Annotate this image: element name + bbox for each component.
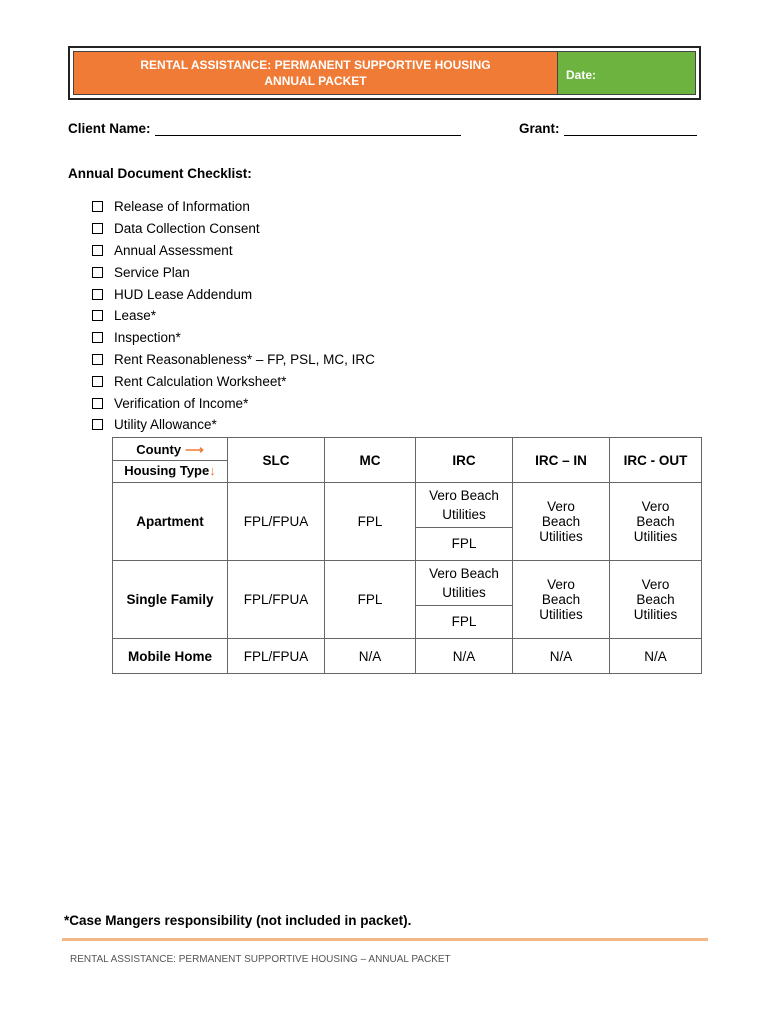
checklist-item-label: Verification of Income*: [114, 395, 249, 411]
checklist-item-label: Inspection*: [114, 330, 181, 346]
grant-label: Grant:: [519, 121, 560, 136]
col-header-mc: MC: [325, 438, 416, 483]
date-field[interactable]: [558, 52, 695, 94]
table-cell: FPL: [451, 536, 477, 551]
table-cell: N/A: [513, 639, 610, 674]
checklist-item[interactable]: [92, 327, 375, 349]
checklist-item[interactable]: [92, 218, 375, 240]
client-name-field[interactable]: [68, 121, 461, 136]
table-cell: Vero Beach Utilities: [610, 483, 702, 561]
table-row: [113, 639, 702, 674]
table-cell: Vero Beach Utilities: [610, 561, 702, 639]
col-header-irc-out: IRC - OUT: [610, 438, 702, 483]
checklist-item[interactable]: [92, 283, 375, 305]
checkbox[interactable]: [92, 223, 103, 234]
table-cell: Vero Beach Utilities: [416, 561, 512, 606]
row-label: Apartment: [113, 483, 228, 561]
checklist-title: Annual Document Checklist:: [68, 166, 252, 181]
checkbox[interactable]: [92, 398, 103, 409]
grant-field[interactable]: [519, 121, 697, 136]
checklist-item[interactable]: [92, 370, 375, 392]
checklist-item-label: Data Collection Consent: [114, 221, 260, 237]
checklist-item[interactable]: [92, 305, 375, 327]
checklist-item-label: Rent Reasonableness* – FP, PSL, MC, IRC: [114, 351, 375, 367]
utility-table: [112, 437, 702, 674]
col-header-irc-in: IRC – IN: [513, 438, 610, 483]
row-label: Mobile Home: [113, 639, 228, 674]
checkbox[interactable]: [92, 289, 103, 300]
checklist-item-label: Release of Information: [114, 199, 250, 215]
checklist-item-label: Rent Calculation Worksheet*: [114, 373, 287, 389]
checkbox[interactable]: [92, 332, 103, 343]
form-title-line1: RENTAL ASSISTANCE: PERMANENT SUPPORTIVE HOUSING: [140, 58, 491, 72]
checkbox[interactable]: [92, 376, 103, 387]
table-cell: FPL/FPUA: [228, 639, 325, 674]
arrow-right-icon: ⟶: [185, 441, 204, 457]
table-cell: N/A: [610, 639, 702, 674]
arrow-down-icon: ↓: [209, 462, 216, 478]
client-name-label: Client Name:: [68, 121, 151, 136]
table-row: [113, 561, 702, 639]
date-label: Date:: [566, 68, 597, 82]
split-cell: [416, 483, 513, 561]
col-header-irc: IRC: [416, 438, 513, 483]
corner-housing: [113, 461, 227, 481]
checklist-item-label: Service Plan: [114, 264, 190, 280]
row-label: Single Family: [113, 561, 228, 639]
footnote: *Case Mangers responsibility (not included in packet).: [64, 913, 412, 928]
housing-type-label: Housing Type: [124, 462, 210, 478]
client-name-line[interactable]: [155, 121, 461, 136]
checklist-item-label: Lease*: [114, 308, 157, 324]
checklist-item[interactable]: [92, 414, 375, 436]
table-cell: FPL: [325, 561, 416, 639]
footer-divider: [62, 938, 708, 941]
col-header-slc: SLC: [228, 438, 325, 483]
table-cell: Vero Beach Utilities: [513, 483, 610, 561]
table-row: [113, 483, 702, 561]
table-cell: Vero Beach Utilities: [416, 483, 512, 528]
checkbox[interactable]: [92, 201, 103, 212]
header-box: [68, 46, 701, 100]
table-corner-cell: [113, 438, 228, 483]
checkbox[interactable]: [92, 245, 103, 256]
grant-line[interactable]: [564, 121, 697, 136]
checklist-item[interactable]: [92, 240, 375, 262]
split-cell-content: [416, 483, 512, 560]
checklist-item-label: Utility Allowance*: [114, 417, 217, 433]
table-header-row: [113, 438, 702, 483]
checklist-item[interactable]: [92, 349, 375, 371]
page-footer: RENTAL ASSISTANCE: PERMANENT SUPPORTIVE HOUSING – ANNUAL PACKET: [70, 954, 451, 965]
checklist-item-label: Annual Assessment: [114, 242, 233, 258]
checklist-item[interactable]: [92, 261, 375, 283]
table-cell: N/A: [325, 639, 416, 674]
county-label: County: [136, 441, 182, 457]
table-cell: FPL: [451, 614, 477, 629]
checklist-item[interactable]: [92, 392, 375, 414]
checkbox[interactable]: [92, 267, 103, 278]
table-cell: FPL/FPUA: [228, 483, 325, 561]
split-cell: [416, 561, 513, 639]
document-checklist: [92, 196, 375, 436]
form-title: [74, 52, 558, 94]
table-cell: N/A: [416, 639, 513, 674]
table-cell: FPL/FPUA: [228, 561, 325, 639]
checkbox[interactable]: [92, 419, 103, 430]
checkbox[interactable]: [92, 354, 103, 365]
table-cell: FPL: [325, 483, 416, 561]
checkbox[interactable]: [92, 310, 103, 321]
table-cell: Vero Beach Utilities: [513, 561, 610, 639]
checklist-item[interactable]: [92, 196, 375, 218]
checklist-item-label: HUD Lease Addendum: [114, 286, 253, 302]
corner-county: [113, 440, 227, 461]
split-cell-content: [416, 561, 512, 638]
header-inner: [73, 51, 696, 95]
form-title-line2: ANNUAL PACKET: [264, 74, 367, 88]
